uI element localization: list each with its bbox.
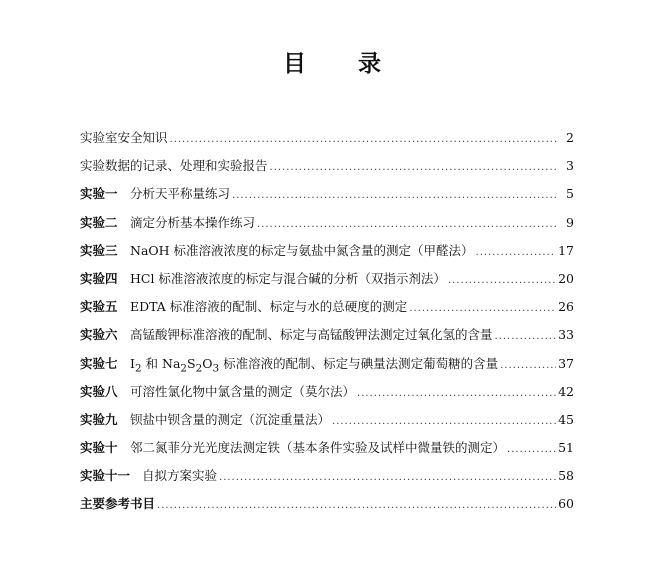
toc-entry-label: 实验三 xyxy=(80,242,118,258)
toc-entry-page: 2 xyxy=(566,130,574,145)
page-title: 目 录 xyxy=(282,51,403,77)
toc-entry-exp-7 xyxy=(80,350,574,378)
table-of-contents xyxy=(80,124,574,519)
toc-entry-page: 51 xyxy=(558,440,574,456)
toc-entry-title: 高锰酸钾标准溶液的配制、标定与高锰酸钾法测定过氧化氢的含量 xyxy=(130,327,493,343)
toc-entry-safety xyxy=(80,124,574,152)
toc-entry-label: 实验七 xyxy=(80,355,118,371)
toc-leader-dots xyxy=(170,126,558,154)
toc-entry-exp-1 xyxy=(80,180,574,208)
toc-entry-data-records xyxy=(80,152,574,180)
toc-entry-label: 实验十一 xyxy=(80,468,131,484)
toc-entry-page: 3 xyxy=(566,158,574,174)
toc-entry-page: 5 xyxy=(566,186,574,202)
formula-subscript: 2 xyxy=(180,362,188,374)
toc-entry-title: 自拟方案实验 xyxy=(142,468,218,484)
toc-entry-label: 实验一 xyxy=(80,186,118,202)
toc-entry-label: 实验二 xyxy=(80,214,118,230)
toc-leader-dots xyxy=(409,295,556,323)
toc-entry-page: 17 xyxy=(558,242,574,258)
toc-entry-title-rest: 标准溶液的配制、标定与碘量法测定葡萄糖的含量 xyxy=(219,355,499,371)
toc-leader-dots xyxy=(232,182,558,210)
toc-entry-title: EDTA 标准溶液的配制、标定与水的总硬度的测定 xyxy=(130,299,408,315)
toc-entry-page: 45 xyxy=(558,411,574,427)
toc-entry-references xyxy=(80,490,574,518)
toc-entry-page: 42 xyxy=(558,383,574,399)
formula-subscript: 2 xyxy=(195,362,203,374)
toc-entry-label: 实验十 xyxy=(80,440,118,456)
formula-element: O xyxy=(202,355,213,371)
toc-leader-dots xyxy=(507,436,556,464)
toc-entry-title: 钡盐中钡含量的测定（沉淀重量法） xyxy=(130,411,331,427)
toc-entry-exp-4 xyxy=(80,265,574,293)
toc-entry-exp-10 xyxy=(80,434,574,462)
toc-leader-dots xyxy=(448,267,556,295)
toc-entry-title: HCl 标准溶液浓度的标定与混合碱的分析（双指示剂法） xyxy=(130,270,446,286)
toc-leader-dots xyxy=(332,408,556,436)
toc-entry-label: 实验六 xyxy=(80,327,118,343)
toc-entry-page: 20 xyxy=(558,270,574,286)
toc-entry-page: 9 xyxy=(566,214,574,230)
toc-entry-title: 分析天平称量练习 xyxy=(130,186,231,202)
toc-entry-page: 33 xyxy=(558,327,574,343)
toc-entry-exp-8 xyxy=(80,378,574,406)
toc-entry-label: 实验五 xyxy=(80,299,118,315)
toc-entry-title: 可溶性氯化物中氯含量的测定（莫尔法） xyxy=(130,383,356,399)
toc-entry-exp-6 xyxy=(80,321,574,349)
toc-entry-title: 邻二氮菲分光光度法测定铁（基本条件实验及试样中微量铁的测定） xyxy=(130,440,506,456)
toc-leader-dots xyxy=(219,464,556,492)
toc-leader-dots xyxy=(476,239,557,267)
toc-entry-exp-11 xyxy=(80,462,574,490)
toc-entry-exp-5 xyxy=(80,293,574,321)
toc-leader-dots xyxy=(500,352,556,380)
toc-entry-title: 实验数据的记录、处理和实验报告 xyxy=(80,158,268,174)
toc-entry-page: 60 xyxy=(558,496,574,512)
toc-entry-title: 实验室安全知识 xyxy=(80,130,168,145)
formula-element: 和 Na xyxy=(141,355,181,371)
toc-leader-dots xyxy=(257,211,558,239)
toc-entry-exp-9 xyxy=(80,406,574,434)
toc-entry-page: 26 xyxy=(558,299,574,315)
toc-entry-page: 58 xyxy=(558,468,574,484)
toc-entry-title: 主要参考书目 xyxy=(80,496,156,512)
formula-subscript: 2 xyxy=(134,362,142,374)
toc-entry-label: 实验八 xyxy=(80,383,118,399)
toc-entry-label: 实验九 xyxy=(80,411,118,427)
toc-entry-page: 37 xyxy=(558,355,574,371)
toc-entry-exp-2 xyxy=(80,209,574,237)
formula-subscript: 3 xyxy=(212,362,220,374)
toc-entry-title: NaOH 标准溶液浓度的标定与氨盐中氮含量的测定（甲醛法） xyxy=(130,242,474,258)
formula-element: S xyxy=(187,355,196,371)
toc-entry-label: 实验四 xyxy=(80,270,118,286)
formula-element: I xyxy=(130,355,135,371)
toc-entry-title: 滴定分析基本操作练习 xyxy=(130,214,256,230)
toc-leader-dots xyxy=(357,380,556,408)
toc-leader-dots xyxy=(157,492,556,520)
toc-leader-dots xyxy=(270,154,558,182)
toc-entry-exp-3 xyxy=(80,237,574,265)
toc-leader-dots xyxy=(495,323,557,351)
